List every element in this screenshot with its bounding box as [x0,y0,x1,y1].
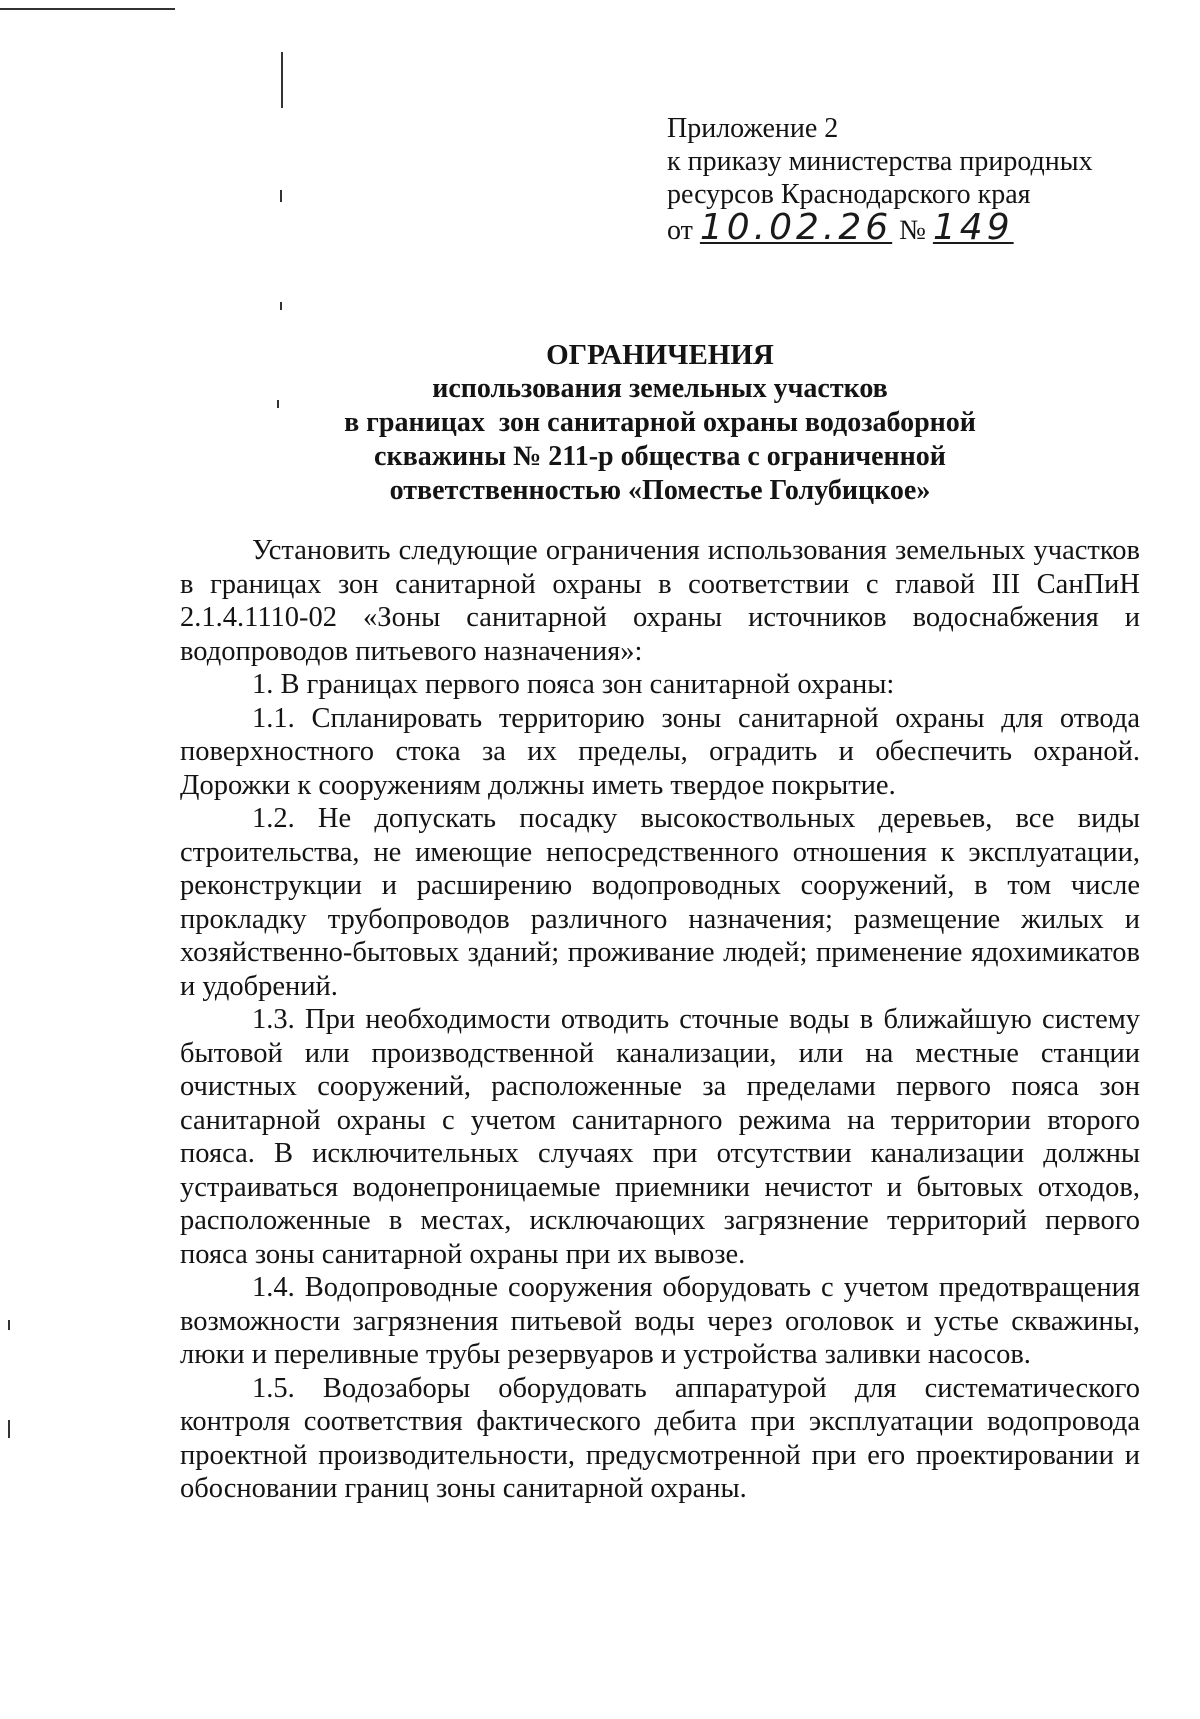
scan-dot [280,302,282,310]
scan-dot [8,1420,10,1438]
scan-dot [8,1320,10,1330]
item-1-2: 1.2. Не допускать посадку высокоствольных деревьев, все виды строительства, не имеющие непосредственного отношения к эксплуатации, реконструкции и расширению водопроводных сооружений, в том числе прокладку трубопроводов различного назначения; размещение жилых и хозяйственно-бытовых зданий; проживание людей; применение ядохимикатов и удобрений. [180,803,1140,1002]
item-1-5: 1.5. Водозаборы оборудовать аппаратурой для систематического контроля соответствия фактического дебита при эксплуатации водопровода проектной производительности, предусмотренной при его проектировании и обосновании границ зоны санитарной охраны. [180,1372,1140,1504]
title-main: ОГРАНИЧЕНИЯ [546,339,774,371]
title-line-4: ответственностью «Поместье Голубицкое» [389,475,931,506]
number-handwritten: 149 [932,207,1014,248]
section-1-heading: 1. В границах первого пояса зон санитарной охраны: [252,669,895,700]
appendix-header [667,112,1093,247]
date-handwritten: 10.02.26 [699,207,893,248]
title-line-1: использования земельных участков [432,373,888,404]
scan-top-line [0,8,175,10]
item-1-3: 1.3. При необходимости отводить сточные воды в ближайшую систему бытовой или производственной канализации, или на местные станции очистных сооружений, расположенные за пределами первого пояса зон санитарной охраны с учетом санитарного режима на территории второго пояса. В исключительных случаях при отсутствии канализации должны устраиваться водонепроницаемые приемники нечистот и бытовых отходов, расположенные в местах, исключающих загрязнение территорий первого пояса зоны санитарной охраны при их вывозе. [180,1004,1140,1270]
item-1-1: 1.1. Спланировать территорию зоны санитарной охраны для отвода поверхностного стока за их пределы, оградить и обеспечить охраной. Дорожки к сооружениям должны иметь твердое покрытие. [180,702,1140,801]
document-title [180,338,1140,508]
date-prefix: от [667,215,693,246]
intro-paragraph: Установить следующие ограничения использования земельных участков в границах зон санитарной охраны в соответствии с главой III СанПиН 2.1.4.1110-02 «Зоны санитарной охраны источников водоснабжения и водопроводов питьевого назначения»: [180,535,1140,667]
scan-left-bar [281,52,283,108]
appendix-date-line [667,207,1093,248]
scan-dot [280,190,282,202]
appendix-line-1: Приложение 2 [667,113,839,144]
title-line-2: в границах зон санитарной охраны водозаборной [344,407,976,438]
item-1-4: 1.4. Водопроводные сооружения оборудовать с учетом предотвращения возможности загрязнения питьевой воды через оголовок и устье скважины, люки и переливные трубы резервуаров и устройства заливки насосов. [180,1272,1140,1370]
number-prefix: № [899,215,926,246]
title-line-3: скважины № 211-р общества с ограниченной [374,441,946,472]
appendix-line-3: ресурсов Краснодарского края [667,179,1031,210]
appendix-line-2: к приказу министерства природных [667,146,1093,177]
document-body [180,534,1140,1506]
